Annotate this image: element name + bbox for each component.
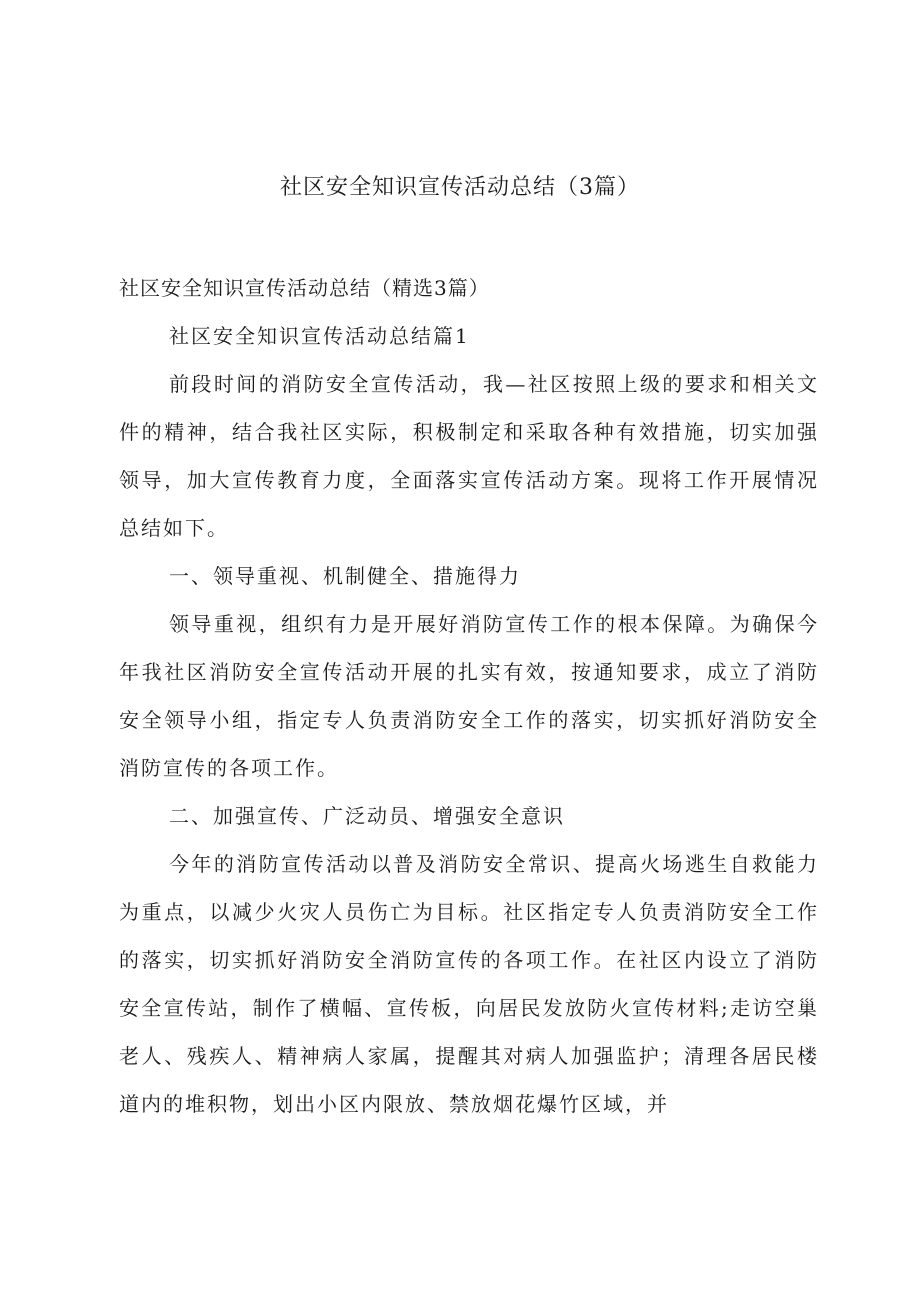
document-subtitle: 社区安全知识宣传活动总结（精选3篇） [119,276,490,300]
paragraph-leadership: 领导重视，组织有力是开展好消防宣传工作的根本保障。为确保今年我社区消防安全宣传活动开展的扎实有效，按通知要求，成立了消防安全领导小组，指定专人负责消防安全工作的落实，切实抓好消防安全消防宣传的各项工作。 [119,612,819,780]
document-title: 社区安全知识宣传活动总结（3篇） [280,175,640,200]
paragraph-publicity: 今年的消防宣传活动以普及消防安全常识、提高火场逃生自救能力为重点，以减少火灾人员伤亡为目标。社区指定专人负责消防安全工作的落实，切实抓好消防安全消防宣传的各项工作。在社区内设立了消防安全宣传站，制作了横幅、宣传板，向居民发放防火宣传材料;走访空巢老人、残疾人、精神病人家属，提醒其对病人加强监护；清理各居民楼道内的堆积物，划出小区内限放、禁放烟花爆竹区域，并 [119,852,819,1116]
section-title: 社区安全知识宣传活动总结篇1 [169,324,470,348]
paragraph-intro: 前段时间的消防安全宣传活动，我—社区按照上级的要求和相关文件的精神，结合我社区实际，积极制定和采取各种有效措施，切实加强领导，加大宣传教育力度，全面落实宣传活动方案。现将工作开展情况总结如下。 [119,372,819,540]
heading-leadership: 一、领导重视、机制健全、措施得力 [169,564,521,588]
heading-publicity: 二、加强宣传、广泛动员、增强安全意识 [169,804,565,828]
document-body [119,264,819,1128]
